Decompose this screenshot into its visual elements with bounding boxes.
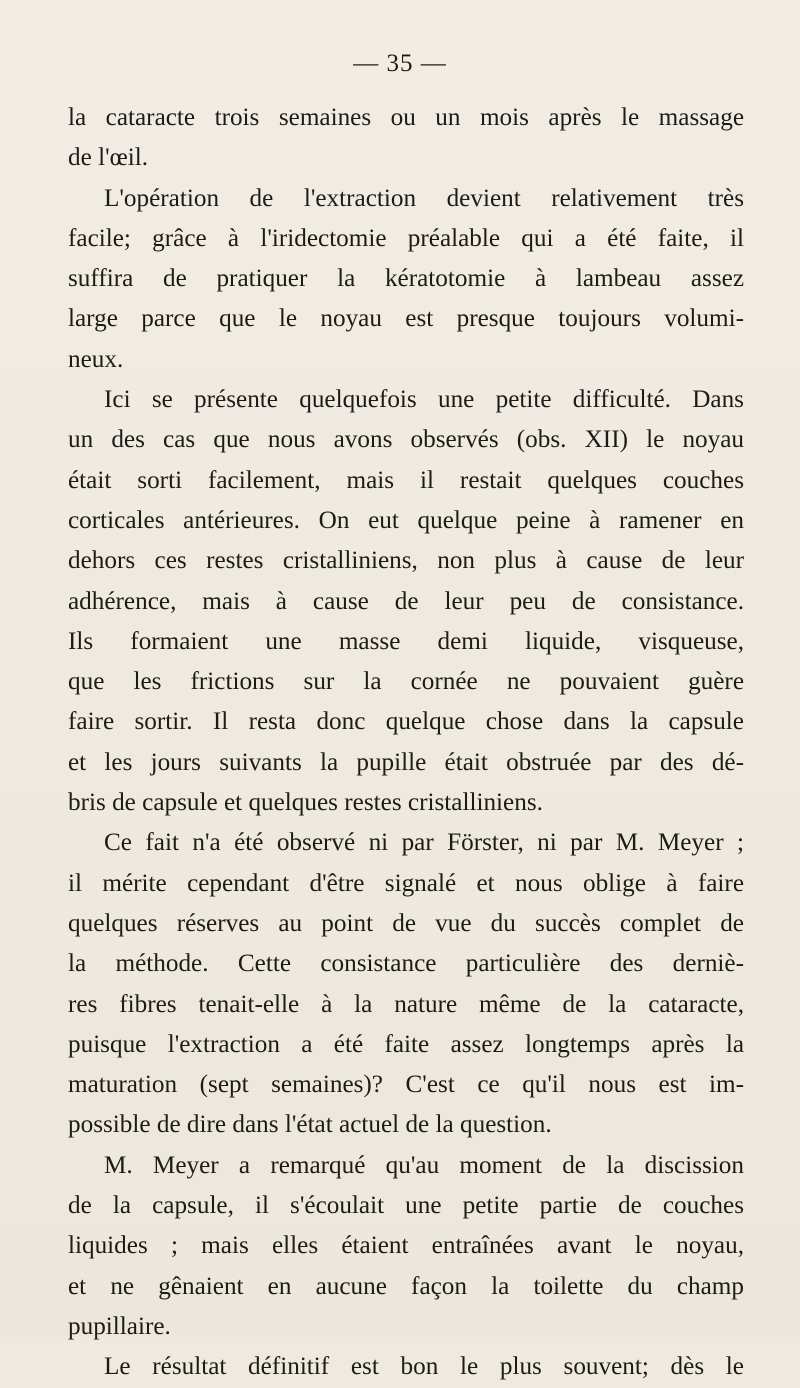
text-line: de l'œil. <box>68 144 149 172</box>
text-line: il mérite cependant d'être signalé et nous oblige à faire <box>68 869 744 897</box>
text-line: Ils formaient une masse demi liquide, visqueuse, <box>68 627 744 655</box>
text-line: maturation (sept semaines)? C'est ce qu'il nous est im- <box>68 1071 744 1099</box>
text-line: la méthode. Cette consistance particulière des derniè- <box>68 950 744 978</box>
text-line: large parce que le noyau est presque toujours volumi- <box>68 305 744 333</box>
text-line: L'opération de l'extraction devient relativement très <box>104 184 744 212</box>
text-line: dehors ces restes cristalliniens, non plus à cause de leur <box>68 547 744 575</box>
text-line: puisque l'extraction a été faite assez longtemps après la <box>68 1030 744 1058</box>
text-line: que les frictions sur la cornée ne pouvaient guère <box>68 668 744 696</box>
text-line: liquides ; mais elles étaient entraînées avant le noyau, <box>68 1232 744 1260</box>
text-line: res fibres tenait-elle à la nature même de la cataracte, <box>68 990 744 1018</box>
body-text <box>68 98 744 1388</box>
text-line: un des cas que nous avons observés (obs. XII) le noyau <box>68 426 744 454</box>
text-line: et ne gênaient en aucune façon la toilette du champ <box>68 1272 744 1300</box>
text-line: Le résultat définitif est bon le plus souvent; dès le <box>104 1353 744 1381</box>
text-line: M. Meyer a remarqué qu'au moment de la discission <box>104 1151 744 1179</box>
text-line: était sorti facilement, mais il restait quelques couches <box>68 466 744 494</box>
text-line: suffira de pratiquer la kératotomie à lambeau assez <box>68 265 744 293</box>
page-number: — 35 — <box>353 50 447 77</box>
text-line: neux. <box>68 345 124 373</box>
text-line: Ici se présente quelquefois une petite difficulté. Dans <box>104 386 744 414</box>
text-line: faire sortir. Il resta donc quelque chose dans la capsule <box>68 708 744 736</box>
text-line: la cataracte trois semaines ou un mois après le massage <box>68 104 744 131</box>
text-line: bris de capsule et quelques restes cristalliniens. <box>68 789 543 817</box>
text-line: adhérence, mais à cause de leur peu de consistance. <box>68 587 744 615</box>
text-line: quelques réserves au point de vue du succès complet de <box>68 909 744 937</box>
text-line: possible de dire dans l'état actuel de la question. <box>68 1111 552 1139</box>
text-line: corticales antérieures. On eut quelque peine à ramener en <box>68 506 744 534</box>
text-line: pupillaire. <box>68 1312 171 1340</box>
text-line: de la capsule, il s'écoulait une petite partie de couches <box>68 1192 744 1220</box>
text-line: facile; grâce à l'iridectomie préalable qui a été faite, il <box>68 224 744 252</box>
text-line: et les jours suivants la pupille était obstruée par des dé- <box>68 748 744 776</box>
text-line: Ce fait n'a été observé ni par Förster, ni par M. Meyer ; <box>104 829 744 857</box>
